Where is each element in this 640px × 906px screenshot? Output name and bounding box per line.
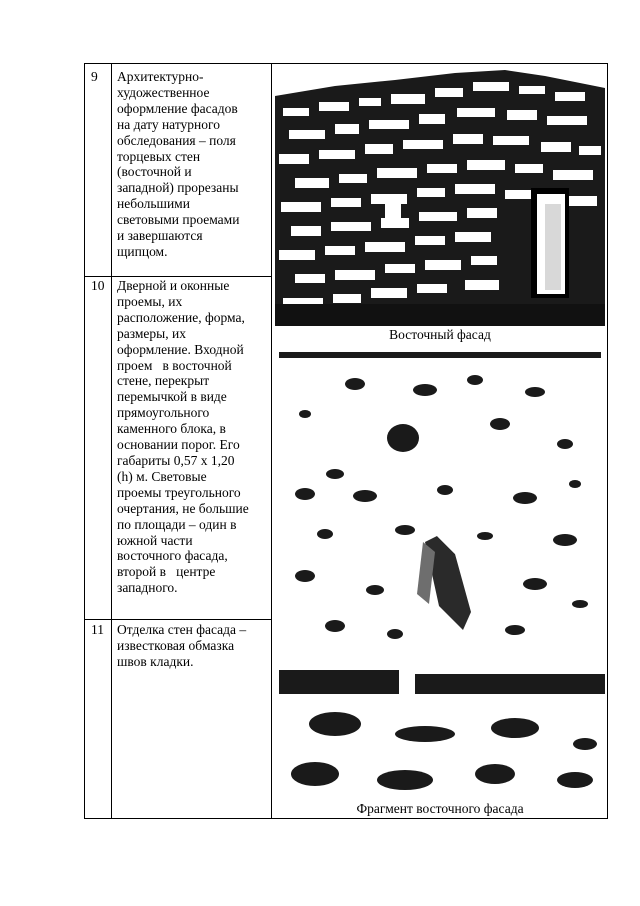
row-text-line: (восточной и: [117, 164, 192, 180]
row-text-line: западного.: [117, 580, 178, 596]
east-facade-photo: [275, 68, 605, 326]
row-text-line: второй в центре: [117, 564, 216, 580]
row-text-line: на дату натурного: [117, 116, 220, 132]
row-text-line: небольшими: [117, 196, 190, 212]
row-text-line: проемы, их: [117, 293, 183, 309]
row-text-line: западной) прорезаны: [117, 180, 239, 196]
row-text-line: Архитектурно-: [117, 69, 204, 84]
row-text-line: основании порог. Его: [117, 437, 240, 453]
row-text-line: проем в восточной: [117, 357, 232, 373]
row-text-line: известковая обмазка: [117, 637, 235, 653]
row-number-11: 11: [91, 622, 104, 637]
row-text-line: перемычкой в виде: [117, 389, 227, 405]
row-text-line: световыми проемами: [117, 212, 240, 228]
row-text-line: проемы треугольного: [117, 484, 241, 500]
row-text-line: художественное: [117, 84, 210, 100]
row-number-9: 9: [91, 69, 98, 84]
inventory-table: [84, 63, 608, 819]
row-text-line: Дверной и оконные: [117, 278, 230, 293]
row-text-line: швов кладки.: [117, 653, 194, 669]
row-text-line: (h) м. Световые: [117, 468, 207, 484]
row-text-line: обследования – поля: [117, 132, 236, 148]
east-facade-fragment-photo: [275, 344, 605, 799]
row-text-line: по площади – один в: [117, 516, 237, 532]
row-number-10: 10: [91, 278, 105, 293]
row-text-line: габариты 0,57 х 1,20: [117, 452, 235, 468]
row-text-10: [117, 278, 269, 596]
row-text-line: южной части: [117, 532, 193, 548]
row-divider-10-11: [85, 619, 272, 620]
column-divider-photo: [271, 64, 272, 818]
row-text-line: и завершаются: [117, 228, 203, 244]
row-text-line: очертания, не большие: [117, 500, 249, 516]
row-text-line: щипцом.: [117, 243, 168, 259]
row-text-line: каменного блока, в: [117, 421, 226, 437]
row-text-line: торцевых стен: [117, 148, 201, 164]
row-text-line: размеры, их: [117, 325, 186, 341]
east-facade-caption: Восточный фасад: [389, 327, 491, 342]
row-text-line: восточного фасада,: [117, 548, 228, 564]
column-divider-number: [111, 64, 112, 818]
row-text-line: стене, перекрыт: [117, 373, 210, 389]
row-text-11: [117, 622, 269, 670]
row-text-line: оформление фасадов: [117, 100, 238, 116]
row-divider-9-10: [85, 276, 272, 277]
row-text-line: прямоугольного: [117, 405, 210, 421]
row-text-line: расположение, форма,: [117, 309, 245, 325]
row-text-9: [117, 69, 269, 260]
row-text-line: оформление. Входной: [117, 341, 244, 357]
east-facade-fragment-caption: Фрагмент восточного фасада: [356, 801, 524, 816]
row-text-line: Отделка стен фасада –: [117, 622, 247, 637]
